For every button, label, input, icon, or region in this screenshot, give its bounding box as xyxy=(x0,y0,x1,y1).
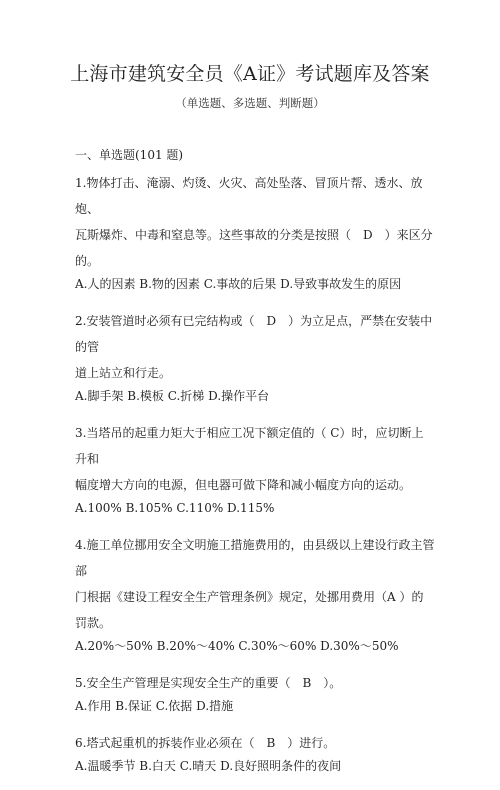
section-heading: 一、单选题(101 题) xyxy=(75,148,184,162)
question-6 xyxy=(75,730,435,776)
document-subtitle: （单选题、多选题、判断题） xyxy=(175,96,325,110)
question-options: A.温暖季节 B.白天 C.晴天 D.良好照明条件的夜间 xyxy=(75,759,342,773)
question-options: A.人的因素 B.物的因素 C.事故的后果 D.导致事故发生的原因 xyxy=(75,277,402,291)
question-4 xyxy=(75,532,435,656)
question-stem-line: 4.施工单位挪用安全文明施工措施费用的，由县级以上建设行政主管部 xyxy=(75,538,435,578)
question-stem-line: 门根据《建设工程安全生产管理条例》规定，处挪用费用（A ）的罚款。 xyxy=(75,590,424,630)
question-options: A.20%～50% B.20%～40% C.30%～60% D.30%～50% xyxy=(75,639,399,653)
question-stem-line: 5.安全生产管理是实现安全生产的重要（ B ）。 xyxy=(75,676,342,690)
question-stem-line: 道上站立和行走。 xyxy=(75,366,172,380)
question-stem-line: 3.当塔吊的起重力矩大于相应工况下额定值的（ C）时，应切断上升和 xyxy=(75,426,424,466)
question-stem-line: 1.物体打击、淹溺、灼烫、火灾、高处坠落、冒顶片帮、透水、放炮、 xyxy=(75,176,423,216)
question-5 xyxy=(75,670,435,716)
question-stem-line: 瓦斯爆炸、中毒和窒息等。这些事故的分类是按照（ D ）来区分的。 xyxy=(75,228,433,268)
question-options: A.100% B.105% C.110% D.115% xyxy=(75,501,275,515)
question-stem-line: 幅度增大方向的电源，但电器可做下降和减小幅度方向的运动。 xyxy=(75,478,412,492)
question-3 xyxy=(75,420,435,518)
question-1 xyxy=(75,170,435,294)
document-title: 上海市建筑安全员《A证》考试题库及答案 xyxy=(70,63,430,85)
question-2 xyxy=(75,308,435,406)
question-stem-line: 2.安装管道时必须有已完结构或（ D ）为立足点，严禁在安装中的管 xyxy=(75,314,433,354)
question-stem-line: 6.塔式起重机的拆装作业必须在（ B ）进行。 xyxy=(75,736,336,750)
question-list xyxy=(75,170,435,790)
question-options: A.作用 B.保证 C.依据 D.措施 xyxy=(75,699,234,713)
question-options: A.脚手架 B.模板 C.折梯 D.操作平台 xyxy=(75,389,270,403)
